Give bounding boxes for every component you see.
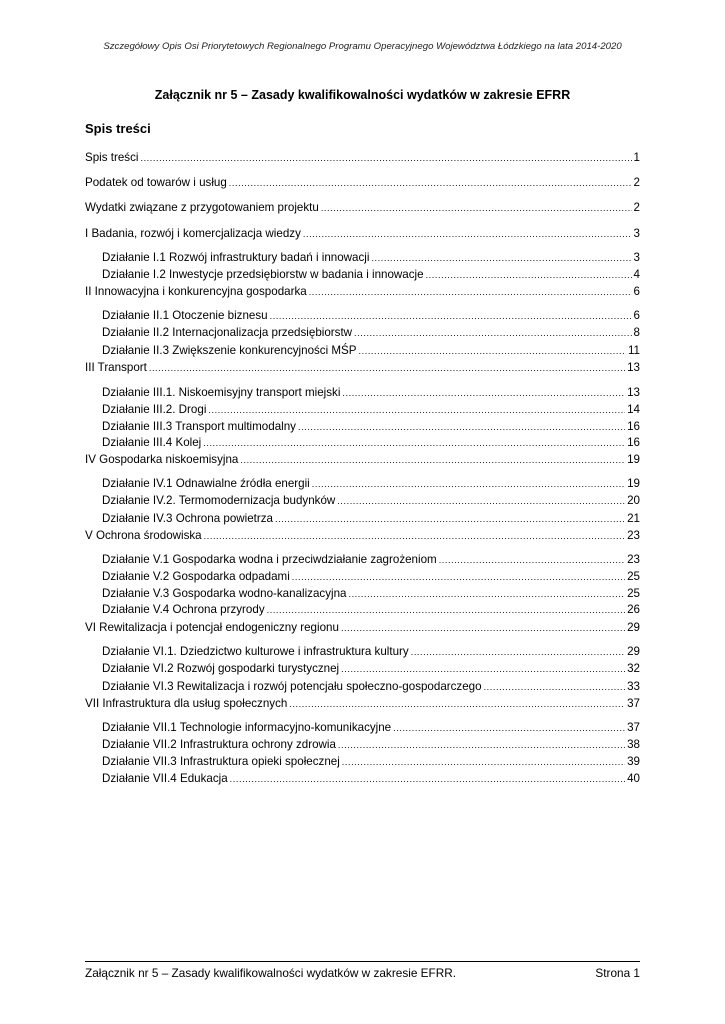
toc-entry-title: Działanie I.1 Rozwój infrastruktury badań i innowacji (102, 251, 370, 264)
toc-entry-title: I Badania, rozwój i komercjalizacja wiedzy (85, 227, 301, 240)
toc-dot-leader (149, 361, 625, 376)
toc-entry-title: Działanie VII.2 Infrastruktura ochrony zdrowia (102, 738, 336, 751)
toc-entry-title: Działanie VII.1 Technologie informacyjno-komunikacyjne (102, 721, 392, 734)
toc-dot-leader (337, 494, 625, 509)
toc-entry[interactable] (102, 644, 640, 659)
toc-dot-leader (267, 603, 625, 618)
page-number: Strona 1 (595, 966, 640, 980)
toc-entry-page: 1 (633, 151, 640, 164)
toc-entry-page: 25 (627, 587, 640, 600)
toc-entry-page: 19 (627, 477, 640, 490)
toc-entry[interactable] (102, 493, 640, 508)
toc-entry-page: 14 (627, 403, 640, 416)
toc-entry-title: II Innowacyjna i konkurencyjna gospodarka (85, 285, 307, 298)
toc-entry[interactable] (85, 226, 640, 241)
toc-dot-leader (338, 738, 625, 753)
toc-entry-page: 23 (627, 529, 640, 542)
toc-entry-page: 39 (627, 755, 640, 768)
toc-entry-title: Podatek od towarów i usług (85, 176, 227, 189)
toc-entry-title: Działanie V.1 Gospodarka wodna i przeciwdziałanie zagrożeniom (102, 553, 437, 566)
toc-entry[interactable] (85, 284, 640, 299)
toc-entry-title: Działanie IV.1 Odnawialne źródła energii (102, 477, 310, 490)
toc-entry[interactable] (102, 476, 640, 491)
toc-entry-title: Działanie VII.4 Edukacja (102, 772, 228, 785)
toc-entry[interactable] (102, 250, 640, 265)
toc-entry-title: Działanie III.2. Drogi (102, 403, 207, 416)
toc-entry-title: III Transport (85, 361, 147, 374)
toc-dot-leader (275, 512, 625, 527)
toc-entry[interactable] (102, 385, 640, 400)
toc-entry-page: 6 (633, 285, 640, 298)
toc-entry-page: 2 (633, 176, 640, 189)
toc-entry-page: 21 (627, 512, 640, 525)
toc-entry-page: 6 (633, 309, 640, 322)
toc-entry[interactable] (102, 586, 640, 601)
toc-dot-leader (270, 309, 632, 324)
toc-entry-title: Działanie III.1. Niskoemisyjny transport miejski (102, 386, 341, 399)
toc-dot-leader (371, 251, 631, 266)
toc-entry-title: Działanie VI.2 Rozwój gospodarki turystycznej (102, 662, 340, 675)
toc-entry[interactable] (102, 552, 640, 567)
toc-entry-title: VII Infrastruktura dla usług społecznych (85, 697, 288, 710)
toc-dot-leader (309, 285, 632, 300)
toc-entry[interactable] (85, 200, 640, 215)
toc-entry[interactable] (102, 435, 640, 450)
toc-entry-page: 13 (627, 361, 640, 374)
toc-entry-title: Działanie IV.2. Termomodernizacja budynków (102, 494, 336, 507)
toc-entry-title: IV Gospodarka niskoemisyjna (85, 453, 239, 466)
toc-entry-page: 26 (627, 603, 640, 616)
toc-dot-leader (312, 477, 625, 492)
toc-entry[interactable] (102, 419, 640, 434)
toc-dot-leader (303, 227, 632, 242)
toc-dot-leader (203, 436, 625, 451)
document-title: Załącznik nr 5 – Zasady kwalifikowalności wydatków w zakresie EFRR (154, 88, 571, 102)
toc-entry[interactable] (85, 528, 640, 543)
toc-entry-page: 37 (627, 697, 640, 710)
toc-entry-title: Działanie VII.3 Infrastruktura opieki społecznej (102, 755, 340, 768)
toc-entry-title: Działanie II.3 Zwiększenie konkurencyjności MŚP (102, 344, 357, 357)
toc-entry[interactable] (85, 620, 640, 635)
toc-entry-title: Działanie III.3 Transport multimodalny (102, 420, 296, 433)
toc-dot-leader (439, 553, 625, 568)
toc-entry[interactable] (102, 267, 640, 282)
toc-dot-leader (204, 529, 625, 544)
toc-entry[interactable] (85, 150, 640, 165)
toc-entry-page: 3 (633, 251, 640, 264)
toc-entry-page: 2 (633, 201, 640, 214)
toc-dot-leader (348, 587, 625, 602)
toc-dot-leader (341, 662, 625, 677)
toc-entry[interactable] (102, 325, 640, 340)
toc-entry-title: Działanie V.3 Gospodarka wodno-kanalizacyjna (102, 587, 347, 600)
toc-entry-page: 29 (627, 621, 640, 634)
toc-dot-leader (484, 680, 626, 695)
toc-dot-leader (292, 570, 625, 585)
toc-entry-title: Działanie V.4 Ochrona przyrody (102, 603, 265, 616)
toc-dot-leader (411, 645, 625, 660)
toc-entry-page: 38 (627, 738, 640, 751)
toc-dot-leader (298, 420, 625, 435)
toc-entry[interactable] (102, 737, 640, 752)
toc-dot-leader (208, 403, 625, 418)
toc-entry[interactable] (102, 569, 640, 584)
toc-dot-leader (354, 326, 632, 341)
toc-entry-title: Działanie IV.3 Ochrona powietrza (102, 512, 273, 525)
toc-heading: Spis treści (85, 121, 151, 136)
toc-entry[interactable] (85, 175, 640, 190)
toc-entry-page: 20 (627, 494, 640, 507)
toc-entry-title: Wydatki związane z przygotowaniem projektu (85, 201, 319, 214)
toc-entry-page: 16 (627, 420, 640, 433)
toc-entry[interactable] (102, 402, 640, 417)
toc-entry[interactable] (102, 308, 640, 323)
footer-divider (85, 961, 640, 962)
toc-entry-page: 13 (627, 386, 640, 399)
toc-entry-page: 25 (627, 570, 640, 583)
toc-entry-title: Działanie I.2 Inwestycje przedsiębiorstw w badania i innowacje (102, 268, 424, 281)
toc-entry[interactable] (85, 696, 640, 711)
toc-entry[interactable] (85, 452, 640, 467)
toc-entry-title: Działanie II.2 Internacjonalizacja przedsiębiorstw (102, 326, 353, 339)
toc-entry-page: 23 (627, 553, 640, 566)
toc-entry[interactable] (102, 602, 640, 617)
toc-entry-page: 32 (627, 662, 640, 675)
toc-dot-leader (240, 453, 625, 468)
toc-entry[interactable] (102, 679, 640, 694)
toc-entry[interactable] (102, 754, 640, 769)
toc-entry-title: Spis treści (85, 151, 139, 164)
toc-dot-leader (342, 755, 625, 770)
toc-entry-page: 29 (627, 645, 640, 658)
toc-dot-leader (140, 151, 631, 166)
toc-entry-title: Działanie VI.1. Dziedzictwo kulturowe i infrastruktura kultury (102, 645, 409, 658)
toc-entry-page: 3 (633, 227, 640, 240)
toc-dot-leader (341, 621, 625, 636)
toc-dot-leader (393, 721, 625, 736)
toc-entry-page: 19 (627, 453, 640, 466)
toc-dot-leader (230, 772, 625, 787)
toc-entry[interactable] (85, 360, 640, 375)
toc-entry[interactable] (102, 771, 640, 786)
toc-entry-page: 33 (627, 680, 640, 693)
toc-dot-leader (426, 268, 632, 283)
toc-entry-title: Działanie III.4 Kolej (102, 436, 202, 449)
toc-entry-page: 16 (627, 436, 640, 449)
toc-dot-leader (229, 176, 632, 191)
toc-dot-leader (359, 344, 626, 359)
toc-entry[interactable] (102, 661, 640, 676)
toc-dot-leader (321, 201, 632, 216)
toc-dot-leader (342, 386, 625, 401)
toc-entry[interactable] (102, 511, 640, 526)
toc-entry-title: Działanie VI.3 Rewitalizacja i rozwój potencjału społeczno-gospodarczego (102, 680, 482, 693)
toc-entry[interactable] (102, 720, 640, 735)
toc-entry-title: V Ochrona środowiska (85, 529, 202, 542)
toc-entry-page: 11 (627, 344, 640, 357)
toc-entry-page: 40 (627, 772, 640, 785)
toc-dot-leader (289, 697, 625, 712)
toc-entry-page: 37 (627, 721, 640, 734)
running-header: Szczegółowy Opis Osi Priorytetowych Regionalnego Programu Operacyjnego Województwa Łódzkiego na lata 2014-2020 (103, 41, 622, 52)
toc-entry[interactable] (102, 343, 640, 358)
toc-entry-title: VI Rewitalizacja i potencjał endogeniczny regionu (85, 621, 339, 634)
toc-entry-page: 8 (633, 326, 640, 339)
toc-entry-title: Działanie V.2 Gospodarka odpadami (102, 570, 290, 583)
footer-title: Załącznik nr 5 – Zasady kwalifikowalności wydatków w zakresie EFRR. (85, 966, 457, 980)
toc-entry-page: 4 (633, 268, 640, 281)
toc-entry-title: Działanie II.1 Otoczenie biznesu (102, 309, 268, 322)
